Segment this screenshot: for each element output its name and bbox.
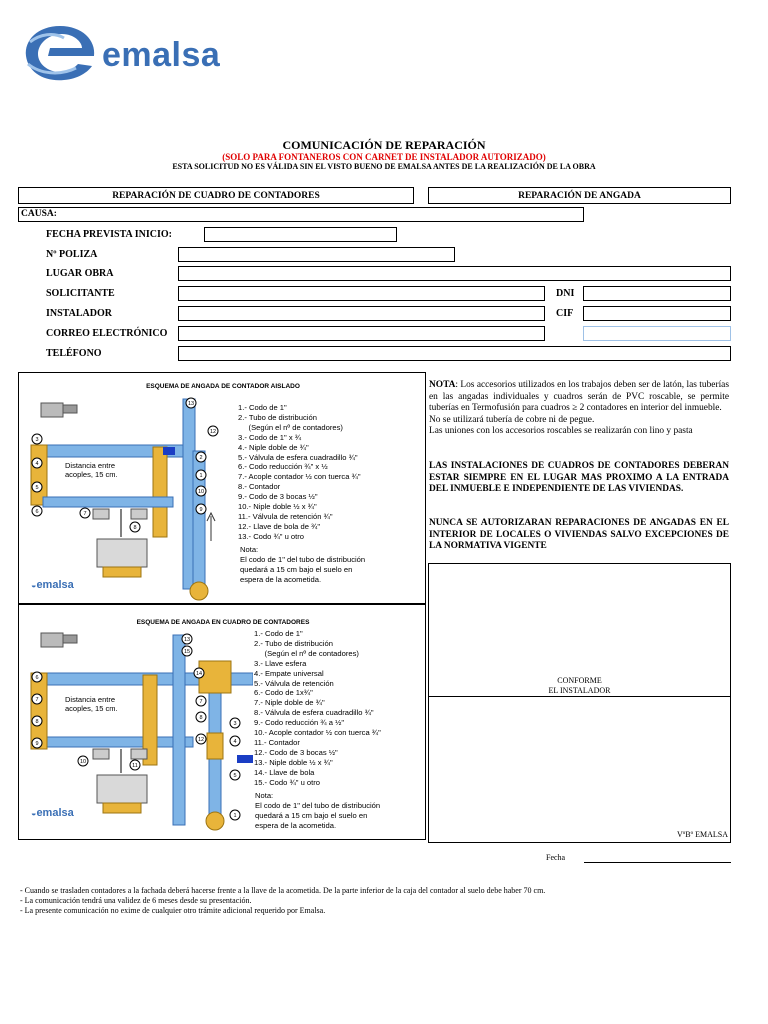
svg-text:5: 5 xyxy=(233,773,237,779)
svg-text:1: 1 xyxy=(233,813,237,819)
svg-text:1: 1 xyxy=(199,473,203,479)
svg-text:6: 6 xyxy=(35,675,39,681)
correo-label: CORREO ELECTRÓNICO xyxy=(46,328,168,339)
diagram1-note-line: espera de la acometida. xyxy=(240,574,322,584)
svg-text:10: 10 xyxy=(197,489,205,495)
diagram2-legend xyxy=(254,629,381,788)
diagram1-logo: ◒emalsa xyxy=(31,579,74,591)
svg-text:8: 8 xyxy=(199,715,203,721)
page-title: COMUNICACIÓN DE REPARACIÓN xyxy=(282,138,486,152)
nota-ge: ≥ 2 contadores en interior del inmueble. xyxy=(572,403,722,414)
diagram2-legend-item: 12.- Codo de 3 bocas ½" xyxy=(254,747,338,757)
nota-line-uniones: Las uniones con los accesorios roscables se realizarán con lino y pasta xyxy=(429,426,693,437)
correo-field[interactable] xyxy=(178,326,545,341)
svg-text:9: 9 xyxy=(199,507,203,513)
diagram1-legend-item: 12.- Llave de bola de ¾" xyxy=(238,521,321,531)
diagram2-legend-item: 13.- Niple doble ½ x ¾" xyxy=(254,757,333,767)
el-instalador-label: EL INSTALADOR xyxy=(548,686,611,695)
solicitante-label: SOLICITANTE xyxy=(46,288,115,299)
instalador-field[interactable] xyxy=(178,306,545,321)
page-subtitle: (SOLO PARA FONTANEROS CON CARNET DE INSTALADOR AUTORIZADO) xyxy=(222,152,546,162)
diagram1-legend-item: 1.- Codo de 1" xyxy=(238,403,287,412)
diagram1-note xyxy=(240,545,365,585)
option-cuadro-label: REPARACIÓN DE CUADRO DE CONTADORES xyxy=(112,191,320,201)
lugar-obra-field[interactable] xyxy=(178,266,731,281)
causa-label: CAUSA: xyxy=(21,209,57,219)
svg-text:7: 7 xyxy=(199,699,203,705)
diagram2-legend-item: 1.- Codo de 1" xyxy=(254,629,303,638)
angadas-warning: NUNCA SE AUTORIZARAN REPARACIONES DE ANGADAS EN EL INTERIOR DE LOCALES O VIVIENDAS SALVO EXCEPCIONES DE LA NORMATIVA VIGENTE xyxy=(429,518,729,552)
fecha-inicio-field[interactable] xyxy=(204,227,397,242)
diagram-cuadro-contadores xyxy=(18,604,426,840)
diagram2-legend-item: 8.- Válvula de esfera cuadradillo ¾" xyxy=(254,708,374,718)
diagram1-legend-item: 4.- Niple doble de ¾" xyxy=(238,442,309,452)
diagram2-note xyxy=(255,791,380,831)
svg-text:14: 14 xyxy=(195,671,203,677)
emalsa-logo xyxy=(20,22,235,84)
telefono-field[interactable] xyxy=(178,346,731,361)
diagram2-legend-item: 2.- Tubo de distribución xyxy=(254,638,333,648)
diagram2-note-line: espera de la acometida. xyxy=(255,820,337,830)
diagram1-note-line: quedará a 15 cm bajo el suelo en xyxy=(240,564,353,574)
svg-text:13: 13 xyxy=(183,637,191,643)
diagram2-legend-item: 6.- Codo de 1x¾" xyxy=(254,688,313,698)
svg-text:4: 4 xyxy=(35,461,39,467)
footer-note: - Cuando se trasladen contadores a la fachada deberá hacerse frente a la llave de la acometida. De la parte inferior de la caja del contador al suelo debe haber 70 cm. xyxy=(20,886,546,895)
lugar-obra-label: LUGAR OBRA xyxy=(46,268,114,279)
svg-text:5: 5 xyxy=(35,485,39,491)
nota-block xyxy=(429,380,729,438)
poliza-label: Nº POLIZA xyxy=(46,249,98,260)
diagram1-legend-item: 13.- Codo ¾" u otro xyxy=(238,531,305,541)
diagram1-title: ESQUEMA DE ANGADA DE CONTADOR AISLADO xyxy=(146,383,300,390)
svg-text:13: 13 xyxy=(187,401,195,407)
instalador-label: INSTALADOR xyxy=(46,308,112,319)
svg-text:8: 8 xyxy=(133,525,137,531)
diagram2-logo: ◒emalsa xyxy=(31,807,74,819)
diagram1-legend-item: 3.- Codo de 1" x ¾ xyxy=(238,432,302,442)
diagram1-legend-item: 10.- Niple doble ½ x ¾" xyxy=(238,502,317,512)
svg-text:7: 7 xyxy=(83,511,87,517)
diagram2-legend-item: 14.- Llave de bola xyxy=(254,767,315,777)
svg-text:12: 12 xyxy=(197,737,205,743)
diagram1-legend-item: 8.- Contador xyxy=(238,482,281,492)
svg-text:11: 11 xyxy=(132,763,138,769)
dni-field[interactable] xyxy=(583,286,731,301)
svg-text:12: 12 xyxy=(209,429,217,435)
footer-note: - La presente comunicación no exime de cualquier otro trámite adicional requerido por Emalsa. xyxy=(20,906,326,915)
diagram2-legend-item: 10.- Acople contador ½ con tuerca ¾" xyxy=(254,728,381,738)
dni-label: DNI xyxy=(556,288,575,299)
diagram2-schematic xyxy=(23,625,253,835)
fecha-inicio-label: FECHA PREVISTA INICIO: xyxy=(46,229,172,240)
nota-label: NOTA xyxy=(429,380,456,390)
instalaciones-warning: LAS INSTALACIONES DE CUADROS DE CONTADORES DEBERAN ESTAR SIEMPRE EN EL LUGAR MAS PROXIMO A LA ENTRADA DEL INMUEBLE E INDEPENDIENTE DE LAS VIVIENDAS. xyxy=(429,461,729,495)
diagram1-legend-item: (Según el nº de contadores) xyxy=(238,422,343,432)
emalsa-wave-icon xyxy=(20,22,100,84)
fecha-label: Fecha xyxy=(546,853,566,862)
diagram1-note-title: Nota: xyxy=(240,545,259,554)
option-angada-label: REPARACIÓN DE ANGADA xyxy=(518,191,641,201)
svg-text:3: 3 xyxy=(35,437,39,443)
diagram-contador-aislado xyxy=(18,372,426,604)
diagram1-legend xyxy=(238,403,361,542)
diagram2-title: ESQUEMA DE ANGADA EN CUADRO DE CONTADORES xyxy=(136,619,310,626)
option-angada[interactable] xyxy=(428,187,731,204)
diagram1-legend-item: 11.- Válvula de retención ¾" xyxy=(238,511,333,521)
causa-field[interactable] xyxy=(18,207,584,222)
diagram2-legend-item: 15.- Codo ¾" u otro xyxy=(254,777,321,787)
telefono-label: TELÉFONO xyxy=(46,348,102,359)
solicitante-field[interactable] xyxy=(178,286,545,301)
signature-box[interactable] xyxy=(428,563,731,843)
diagram2-legend-item: 3.- Llave esfera xyxy=(254,658,307,668)
diagram1-legend-item: 5.- Válvula de esfera cuadradillo ¾" xyxy=(238,452,358,462)
diagram2-note-title: Nota: xyxy=(255,791,274,800)
cif-label: CIF xyxy=(556,308,574,319)
diagram1-legend-item: 2.- Tubo de distribución xyxy=(238,412,317,422)
svg-text:2: 2 xyxy=(199,455,203,461)
svg-text:3: 3 xyxy=(233,721,237,727)
svg-text:6: 6 xyxy=(35,509,39,515)
diagram2-legend-item: 7.- Niple doble de ¾" xyxy=(254,698,325,708)
correo-extra-field[interactable] xyxy=(583,326,731,341)
svg-text:4: 4 xyxy=(233,739,237,745)
logo-wordmark: emalsa xyxy=(102,36,221,74)
diagram1-legend-item: 9.- Codo de 3 bocas ½" xyxy=(238,492,318,502)
diagram1-note-line: El codo de 1" del tubo de distribución xyxy=(240,554,366,564)
fecha-line[interactable] xyxy=(584,862,731,863)
nota-line-cobre: No se utilizará tubería de cobre ni de pegue. xyxy=(429,414,595,425)
poliza-field[interactable] xyxy=(178,247,455,262)
signature-divider xyxy=(429,696,730,697)
diagram1-schematic xyxy=(23,391,253,601)
diagram2-legend-item: 4.- Empate universal xyxy=(254,668,324,678)
diagram1-distance-label: Distancia entre acoples, 15 cm. xyxy=(65,461,129,479)
svg-text:10: 10 xyxy=(79,759,87,765)
svg-text:8: 8 xyxy=(35,719,39,725)
conforme-label: CONFORME xyxy=(557,676,602,685)
svg-text:9: 9 xyxy=(35,741,39,747)
diagram2-note-line: El codo de 1" del tubo de distribución xyxy=(255,800,381,810)
svg-text:15: 15 xyxy=(183,649,191,655)
diagram1-legend-item: 6.- Codo reducción ¾" x ½ xyxy=(238,462,328,472)
diagram2-legend-item: 11.- Contador xyxy=(254,737,300,747)
diagram2-legend-item: 5.- Válvula de retención xyxy=(254,678,334,688)
diagram2-distance-label: Distancia entre acoples, 15 cm. xyxy=(65,695,129,713)
footer-note: - La comunicación tendrá una validez de 6 meses desde su presentación. xyxy=(20,896,252,905)
validity-notice: ESTA SOLICITUD NO ES VÁLIDA SIN EL VISTO BUENO DE EMALSA ANTES DE LA REALIZACIÓN DE LA OBRA xyxy=(172,162,596,171)
svg-text:7: 7 xyxy=(35,697,39,703)
diagram1-legend-item: 7.- Acople contador ½ con tuerca ¾" xyxy=(238,472,361,482)
diagram2-legend-item: 9.- Codo reducción ¾ a ½" xyxy=(254,718,345,728)
cif-field[interactable] xyxy=(583,306,731,321)
diagram2-note-line: quedará a 15 cm bajo el suelo en xyxy=(255,810,368,820)
option-cuadro-contadores[interactable] xyxy=(18,187,414,204)
vb-emalsa-label: VºBº EMALSA xyxy=(677,830,728,839)
nota-text: : Los accesorios utilizados en los trabajos deben ser de latón, las tuberías en las angadas individuales y cuadros serán de PVC roscable, se permite tuberías en Termofusión para cuadros xyxy=(429,380,729,414)
diagram2-legend-item: (Según el nº de contadores) xyxy=(254,648,359,658)
